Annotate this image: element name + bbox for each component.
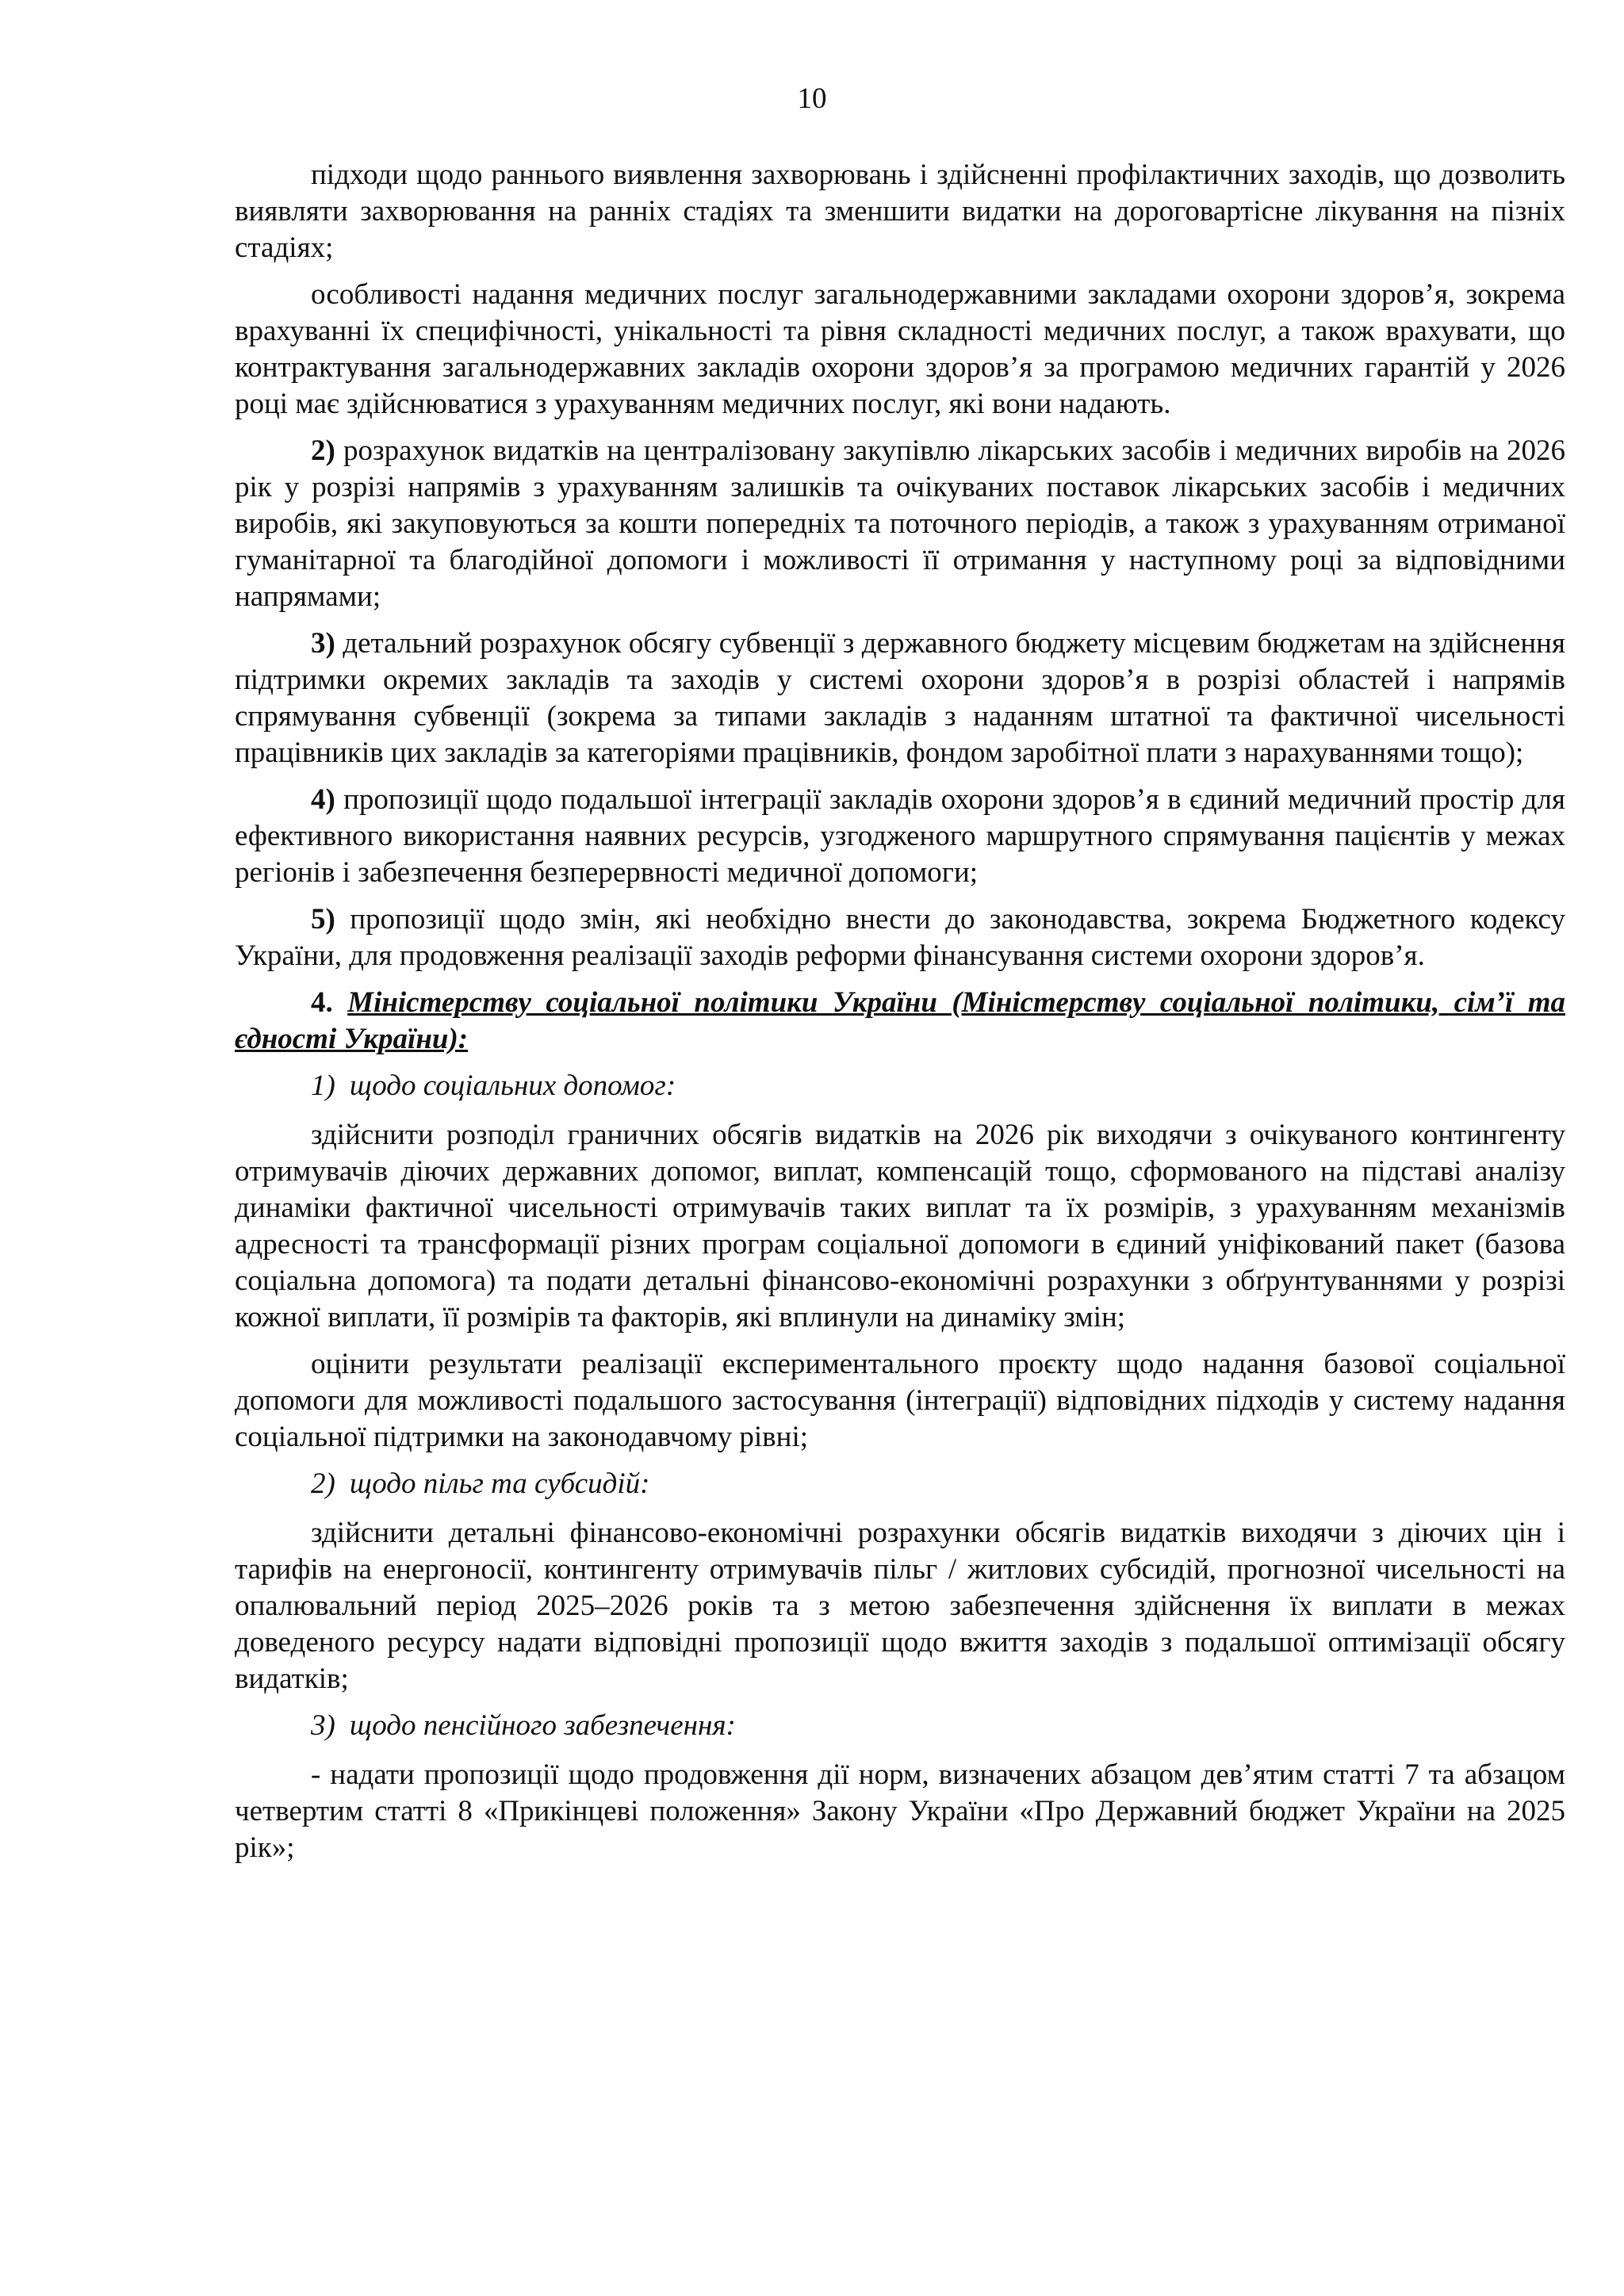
paragraph-national-facilities: особливості надання медичних послуг загальнодержавними закладами охорони здоров’я, зокрема врахуванні їх специфічності, унікальності та рівня складності медичних послуг, а також врахувати, що контрактування загальнодержавних закладів охорони здоров’я за програмою медичних гарантій у 2026 році має здійснюватися з урахуванням медичних послуг, які вони надають.: [235, 278, 1565, 420]
item-text: детальний розрахунок обсягу субвенції з державного бюджету місцевим бюджетам на здійснення підтримки окремих закладів та заходів у системі охорони здоров’я в розрізі областей і напрямів спрямування субвенції (зокрема за типами закладів з наданням штатної та фактичної чисельності працівників цих закладів за категоріями працівників, фондом заробітної плати з нарахуваннями тощо);: [235, 627, 1565, 769]
paragraph-distribution: здійснити розподіл граничних обсягів видатків на 2026 рік виходячи з очікуваного контингенту отримувачів діючих державних допомог, виплат, компенсацій тощо, сформованого на підставі аналізу динаміки фактичної чисельності отримувачів таких виплат та їх розмірів, з урахуванням механізмів адресності та трансформації різних програм соціальної допомоги в єдиний уніфікований пакет (базова соціальна допомога) та подати детальні фінансово-економічні розрахунки з обґрунтуваннями у розрізі кожної виплати, її розмірів та факторів, які вплинули на динаміку змін;: [235, 1119, 1565, 1334]
item-number: 5): [311, 903, 335, 936]
subsection-title: щодо соціальних допомог:: [349, 1070, 676, 1102]
item-text: пропозиції щодо подальшої інтеграції закладів охорони здоров’я в єдиний медичний простір для ефективного використання наявних ресурсів, узгодженого маршрутного спрямування пацієнтів у межах регіонів і забезпечення безперервності медичної допомоги;: [235, 783, 1565, 889]
subsection-heading-social-aid: [235, 1068, 1565, 1104]
document-body: [235, 157, 1565, 1877]
section-number: 4.: [311, 986, 333, 1019]
item-text: розрахунок видатків на централізовану закупівлю лікарських засобів і медичних виробів на 2026 рік у розрізі напрямів з урахуванням залишків та очікуваних поставок лікарських засобів і медичних виробів, які закуповуються за кошти попередніх та поточного періодів, а також з урахуванням отриманої гуманітарної та благодійної допомоги і можливості її отримання у наступному році за відповідними напрямами;: [235, 434, 1565, 613]
item-text: пропозиції щодо змін, які необхідно внести до законодавства, зокрема Бюджетного кодексу України, для продовження реалізації заходів реформи фінансування системи охорони здоров’я.: [235, 903, 1565, 972]
paragraph-calculations: здійснити детальні фінансово-економічні розрахунки обсягів видатків виходячи з діючих цін і тарифів на енергоносії, контингенту отримувачів пільг / житлових субсидій, прогнозної чисельності на опалювальний період 2025–2026 років та з метою забезпечення здійснення їх виплати в межах доведеного ресурсу надати відповідні пропозиції щодо вжиття заходів з подальшої оптимізації обсягу видатків;: [235, 1517, 1565, 1695]
subsection-title: щодо пільг та субсидій:: [349, 1468, 650, 1500]
paragraph-item-5: [235, 901, 1565, 974]
page-number: 10: [797, 82, 827, 115]
paragraph-item-4: [235, 782, 1565, 891]
subsection-heading-pensions: [235, 1708, 1565, 1744]
subsection-number: 1): [311, 1070, 335, 1102]
paragraph-pension-proposals: - надати пропозиції щодо продовження дії норм, визначених абзацом дев’ятим статті 7 та абзацом четвертим статті 8 «Прикінцеві положення» Закону України «Про Державний бюджет України на 2025 рік»;: [235, 1758, 1565, 1864]
paragraph-item-3: [235, 626, 1565, 771]
item-number: 2): [311, 434, 335, 467]
paragraph-item-2: [235, 433, 1565, 615]
item-number: 3): [311, 627, 335, 660]
paragraph-early-detection: підходи щодо раннього виявлення захворювань і здійсненні профілактичних заходів, що дозволить виявляти захворювання на ранніх стадіях та зменшити видатки на дороговартісне лікування на пізніх стадіях;: [235, 159, 1565, 264]
subsection-number: 3): [311, 1709, 335, 1742]
paragraph-experimental-project: оцінити результати реалізації експериментального проєкту щодо надання базової соціальної допомоги для можливості подальшого застосування (інтеграції) відповідних підходів у систему надання соціальної підтримки на законодавчому рівні;: [235, 1348, 1565, 1453]
subsection-number: 2): [311, 1468, 335, 1500]
section-heading-ministry: [235, 985, 1565, 1058]
subsection-title: щодо пенсійного забезпечення:: [349, 1709, 736, 1742]
subsection-heading-benefits: [235, 1466, 1565, 1502]
section-title: Міністерству соціальної політики України (Міністерству соціальної політики, сім’ї та єдності України):: [235, 986, 1565, 1055]
item-number: 4): [311, 783, 335, 816]
